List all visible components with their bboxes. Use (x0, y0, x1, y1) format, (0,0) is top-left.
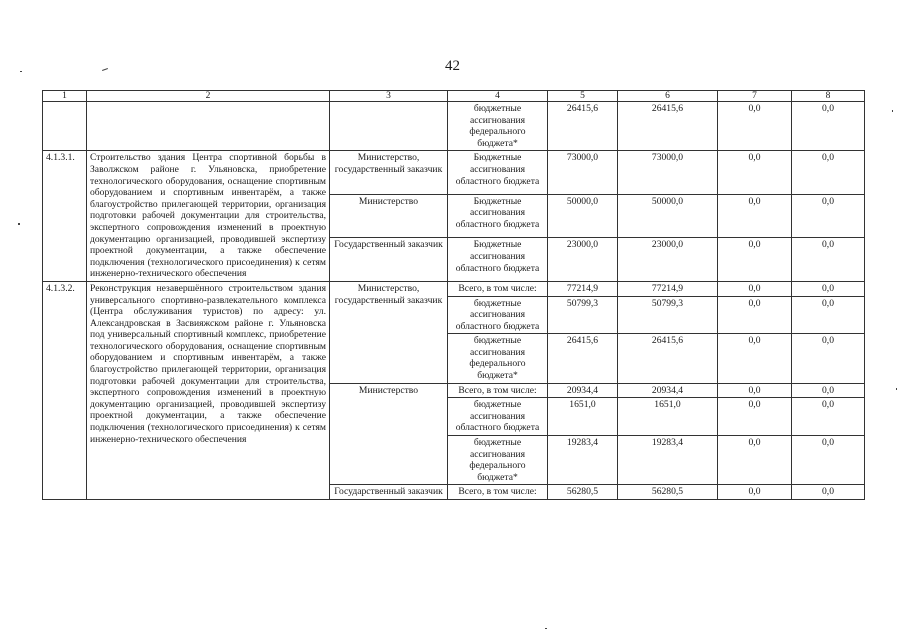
value-col6: 19283,4 (618, 436, 718, 485)
value-col5: 1651,0 (548, 398, 618, 436)
value-col7: 0,0 (718, 334, 792, 383)
value-col5: 50799,3 (548, 296, 618, 334)
value-col6: 50000,0 (618, 194, 718, 238)
value-col6: 26415,6 (618, 334, 718, 383)
item-description: Реконструкция незавершённого строительством здания универсального спортивно-развлекательного комплекса (Центра обслуживания туристов) по адресу: ул. Александровская в Засвияжском районе г. Ульяновска под универсальный спортивный комплекс, приобретение технологического оборудования, оснащение спортивным оборудованием и спортивным инвентарём, а также благоустройство прилегающей территории, организация подготовки рабочей документации для строительства, экспертного сопровождения изменений в проектную документацию организацией, проводившей экспертизу проектной документации, а также обеспечение подключения (технологического присоединения) к сетям инженерно-технического обеспечения (87, 281, 330, 499)
item-executor: Министерство, государственный заказчик (330, 281, 448, 383)
funding-source: бюджетные ассигнования федерального бюджета* (448, 102, 548, 151)
value-col6: 77214,9 (618, 281, 718, 296)
item-executor: Министерство (330, 194, 448, 238)
value-col8: 0,0 (792, 281, 865, 296)
value-col8: 0,0 (792, 334, 865, 383)
value-col5: 19283,4 (548, 436, 618, 485)
table-header-row (43, 91, 865, 102)
value-col5: 20934,4 (548, 383, 618, 398)
value-col5: 26415,6 (548, 334, 618, 383)
column-header: 3 (330, 91, 448, 102)
funding-source: бюджетные ассигнования федерального бюджета* (448, 334, 548, 383)
value-col8: 0,0 (792, 238, 865, 282)
value-col6: 56280,5 (618, 485, 718, 500)
value-col5: 23000,0 (548, 238, 618, 282)
value-col6: 26415,6 (618, 102, 718, 151)
funding-source: Всего, в том числе: (448, 281, 548, 296)
column-header: 5 (548, 91, 618, 102)
value-col8: 0,0 (792, 485, 865, 500)
value-col7: 0,0 (718, 102, 792, 151)
value-col7: 0,0 (718, 436, 792, 485)
value-col6: 20934,4 (618, 383, 718, 398)
value-col6: 23000,0 (618, 238, 718, 282)
item-code: 4.1.3.2. (43, 281, 87, 499)
value-col7: 0,0 (718, 383, 792, 398)
table-row (43, 102, 865, 151)
value-col6: 73000,0 (618, 151, 718, 195)
value-col8: 0,0 (792, 436, 865, 485)
column-header: 6 (618, 91, 718, 102)
table-row (43, 281, 865, 296)
value-col5: 26415,6 (548, 102, 618, 151)
scan-speck (545, 628, 547, 629)
value-col6: 50799,3 (618, 296, 718, 334)
value-col7: 0,0 (718, 194, 792, 238)
scan-speck (896, 388, 897, 390)
value-col6: 1651,0 (618, 398, 718, 436)
funding-source: Бюджетные ассигнования областного бюджета (448, 151, 548, 195)
item-code (43, 102, 87, 151)
scan-speck (18, 223, 20, 225)
funding-source: Всего, в том числе: (448, 383, 548, 398)
value-col5: 56280,5 (548, 485, 618, 500)
value-col5: 73000,0 (548, 151, 618, 195)
funding-source: Бюджетные ассигнования областного бюджета (448, 194, 548, 238)
value-col7: 0,0 (718, 238, 792, 282)
column-header: 2 (87, 91, 330, 102)
table-row (43, 151, 865, 195)
value-col5: 50000,0 (548, 194, 618, 238)
value-col8: 0,0 (792, 383, 865, 398)
column-header: 1 (43, 91, 87, 102)
value-col5: 77214,9 (548, 281, 618, 296)
item-description: Строительство здания Центра спортивной борьбы в Заволжском районе г. Ульяновска, приобретение технологического оборудования, оснащение спортивным оборудованием и спортивным инвентарём, а также благоустройство прилегающей территории, организация подготовки рабочей документации для строительства, экспертного сопровождения изменений в проектную документацию организацией, проводившей экспертизу проектной документации, а также обеспечение подключения (технологического присоединения) к сетям инженерно-технического обеспечения (87, 151, 330, 282)
value-col8: 0,0 (792, 398, 865, 436)
value-col8: 0,0 (792, 296, 865, 334)
value-col8: 0,0 (792, 194, 865, 238)
page-number: 42 (445, 58, 460, 74)
item-executor: Государственный заказчик (330, 238, 448, 282)
funding-source: бюджетные ассигнования областного бюджета (448, 398, 548, 436)
item-executor: Государственный заказчик (330, 485, 448, 500)
column-header: 4 (448, 91, 548, 102)
value-col7: 0,0 (718, 485, 792, 500)
value-col8: 0,0 (792, 151, 865, 195)
funding-source: бюджетные ассигнования федерального бюджета* (448, 436, 548, 485)
value-col8: 0,0 (792, 102, 865, 151)
funding-source: бюджетные ассигнования областного бюджета (448, 296, 548, 334)
item-executor (330, 102, 448, 151)
scan-speck (892, 110, 893, 112)
item-code: 4.1.3.1. (43, 151, 87, 282)
value-col7: 0,0 (718, 281, 792, 296)
column-header: 8 (792, 91, 865, 102)
value-col7: 0,0 (718, 151, 792, 195)
funding-source: Бюджетные ассигнования областного бюджета (448, 238, 548, 282)
column-header: 7 (718, 91, 792, 102)
value-col7: 0,0 (718, 296, 792, 334)
funding-source: Всего, в том числе: (448, 485, 548, 500)
program-table (42, 90, 865, 500)
item-executor: Министерство (330, 383, 448, 485)
item-executor: Министерство, государственный заказчик (330, 151, 448, 195)
item-description (87, 102, 330, 151)
value-col7: 0,0 (718, 398, 792, 436)
scan-speck (20, 71, 22, 72)
